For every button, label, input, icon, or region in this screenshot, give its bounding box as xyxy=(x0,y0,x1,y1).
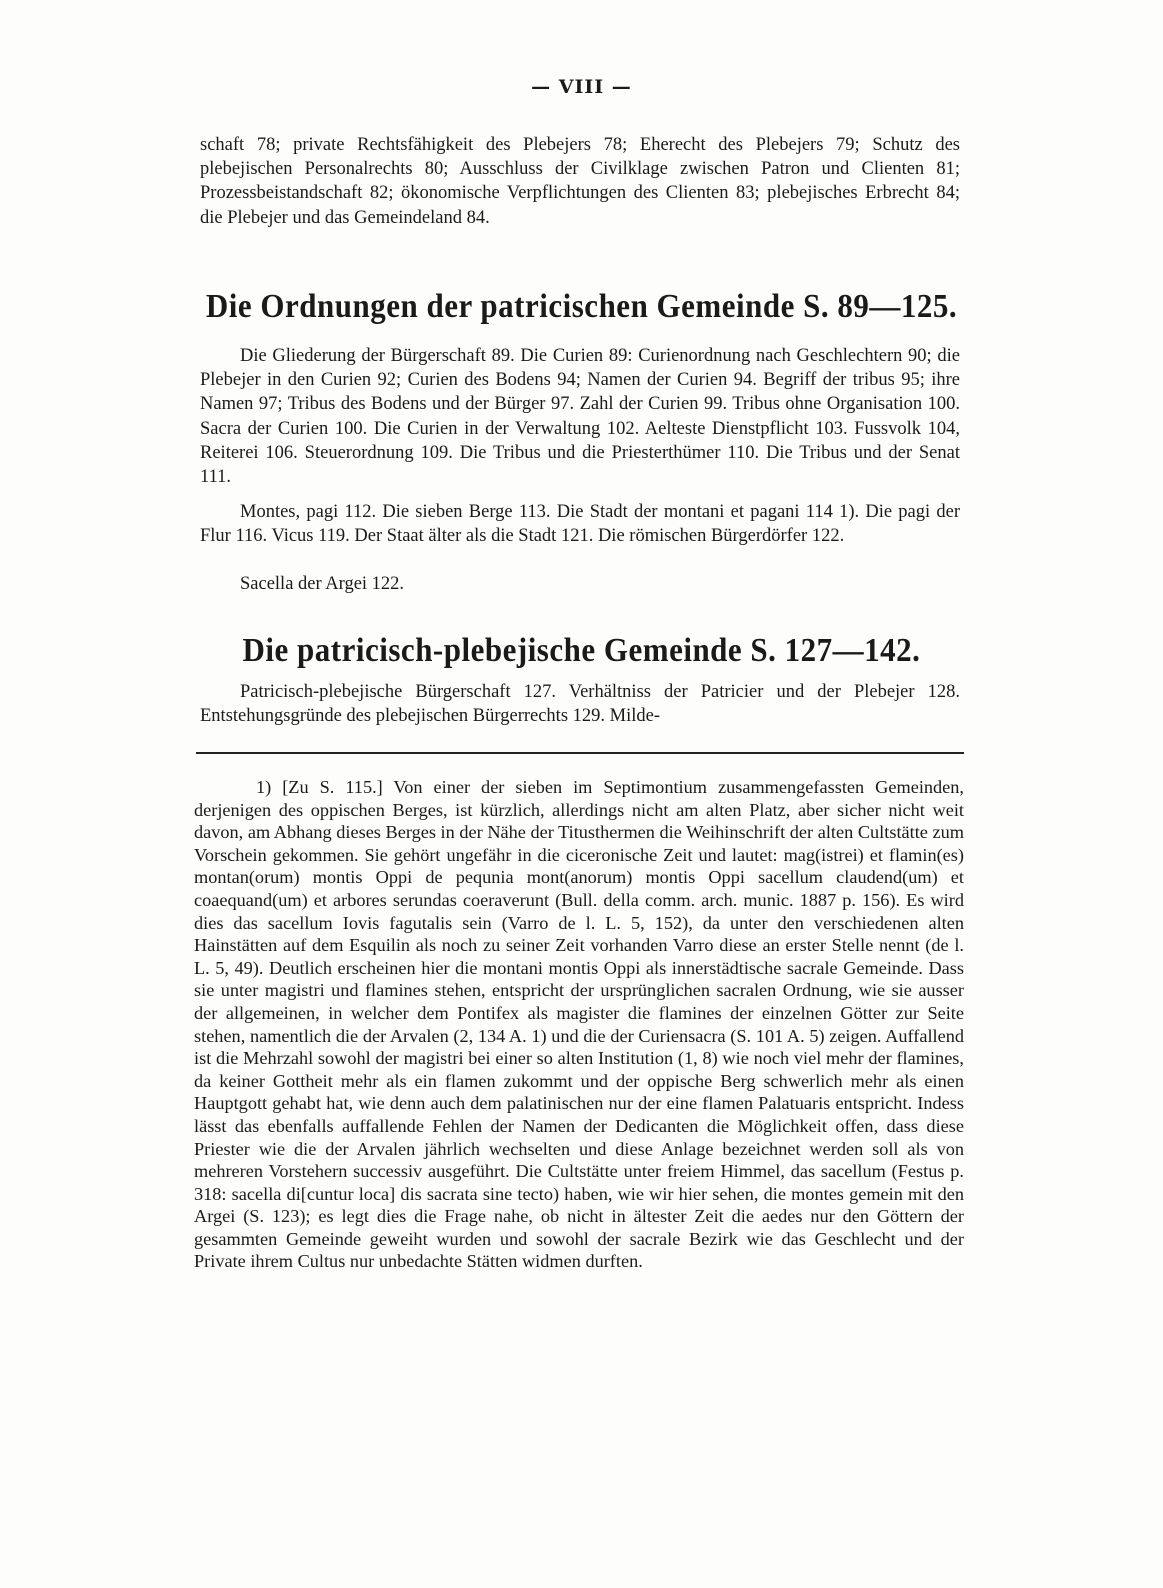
footnote-divider xyxy=(196,752,964,754)
section1-paragraph-2-text: Montes, pagi 112. Die sieben Berge 113. Die Stadt der montani et pagani 114 1). Die pagi der Flur 116. Vicus 119. Der Staat älter als die Stadt 121. Die römischen Bürgerdörfer 122. xyxy=(200,502,960,547)
footnote-text: 1) [Zu S. 115.] Von einer der sieben im Septimontium zusammengefassten Gemeinden, derjenigen des oppischen Berges, ist kürzlich, allerdings nicht am alten Platz, aber sicher nicht weit davon, am Abhang dieses Berges in der Nähe der Titusthermen die Weihinschrift der alten Cultstätte zum Vorschein gekommen. Sie gehört ungefähr in die ciceronische Zeit und lautet: mag(istrei) et flamin(es) montan(orum) montis Oppi de pequnia mont(anorum) montis Oppi sacellum claudend(um) et coaequand(um) et arbores serundas coeraverunt (Bull. della comm. arch. munic. 1887 p. 156). Es wird dies das sacellum Iovis fagutalis sein (Varro de l. L. 5, 152), da unter den verschiedenen alten Hainstätten auf dem Esquilin als noch zu seiner Zeit vorhanden Varro diese an erster Stelle nennt (de l. L. 5, 49). Deutlich erscheinen hier die montani montis Oppi als innerstädtische sacrale Gemeinde. Dass sie unter magistri und flamines stehen, entspricht der ursprünglichen sacralen Ordnung, wie sie ausser der allgemeinen, in welcher dem Pontifex als magister die flamines der einzelnen Götter zur Seite stehen, namentlich die der Arvalen (2, 134 A. 1) und die der Curiensacra (S. 101 A. 5) zeigen. Auffallend ist die Mehrzahl sowohl der magistri bei einer so alten Institution (1, 8) wie noch viel mehr der flamines, da keiner Gottheit mehr als ein flamen zukommt und der oppische Berg schwerlich mehr als einen Hauptgott gehabt hat, wie denn auch dem palatinischen nur der eine flamen Palatuaris entspricht. Indess lässt das ebenfalls auffallende Fehlen der Namen der Dedicanten die Möglichkeit offen, dass diese Priester wie die der Arvalen jährlich wechselten und diese Anlage bezeichnet werden soll als von mehreren Vorstehern successiv ausgeführt. Die Cultstätte unter freiem Himmel, das sacellum (Festus p. 318: sacella di[cuntur loca] dis sacrata sine tecto) haben, wie wir hier sehen, die montes gemein mit den Argei (S. 123); es legt dies die Frage nahe, ob nicht in ältester Zeit die aedes nur den Göttern der gesammten Gemeinde geweiht wurden und sowohl der sacrale Bezirk wie das Geschlecht und der Private ihrem Cultus nur unbedachte Stätten widmen durften. xyxy=(194,777,964,1272)
section1-paragraph-3-text: Sacella der Argei 122. xyxy=(240,574,405,594)
section1-paragraph-2 xyxy=(200,500,960,548)
page-number: — VIII — xyxy=(531,76,632,98)
footnote xyxy=(194,776,964,1273)
section2-paragraph-1 xyxy=(200,680,960,728)
section1-paragraph-1 xyxy=(200,344,960,489)
section1-paragraph-3 xyxy=(200,572,960,596)
section-heading-patricisch-plebejische-gemeinde: Die patricisch-plebejische Gemeinde S. 127—142. xyxy=(242,630,921,669)
section-heading-patricische-gemeinde: Die Ordnungen der patricischen Gemeinde S. 89—125. xyxy=(205,286,958,325)
continuation-paragraph: schaft 78; private Rechtsfähigkeit des Plebejers 78; Eherecht des Plebejers 79; Schutz des plebejischen Personalrechts 80; Ausschluss der Civilklage zwischen Patron und Clienten 81; Prozessbeistandschaft 82; ökonomische Verpflichtungen des Clienten 83; plebejisches Erbrecht 84; die Plebejer und das Gemeindeland 84. xyxy=(200,135,960,228)
section2-paragraph-1-text: Patricisch-plebejische Bürgerschaft 127. Verhältniss der Patricier und der Plebejer 128. Entstehungsgründe des plebejischen Bürgerrechts 129. Milde- xyxy=(200,682,960,727)
section1-paragraph-1-text: Die Gliederung der Bürgerschaft 89. Die Curien 89: Curienordnung nach Geschlechtern 90; die Plebejer in den Curien 92; Curien des Bodens 94; Namen der Curien 94. Begriff der tribus 95; ihre Namen 97; Tribus des Bodens und der Bürger 97. Zahl der Curien 99. Tribus ohne Organisation 100. Sacra der Curien 100. Die Curien in der Verwaltung 102. Aelteste Dienstpflicht 103. Fussvolk 104, Reiterei 106. Steuerordnung 109. Die Tribus und die Priesterthümer 110. Die Tribus und der Senat 111. xyxy=(200,346,960,488)
